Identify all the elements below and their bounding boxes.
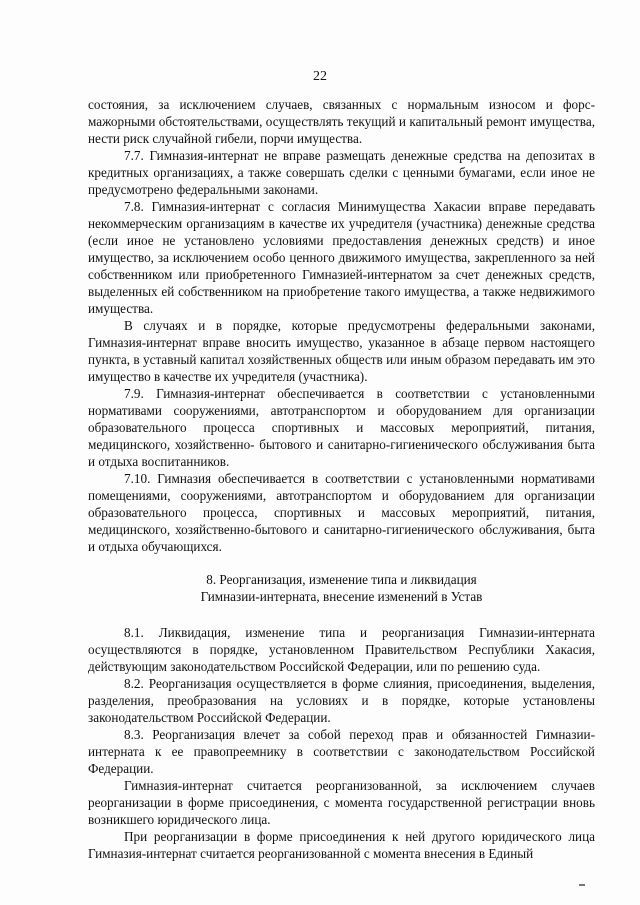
paragraph-7-8: 7.8. Гимназия-интернат с согласия Минимущества Хакасии вправе передавать некоммерческим организациям в качестве их учредителя (участника) денежные средства (если иное не установлено условиями предоставления денежных средств) и иное имущество, за исключением особо ценного движимого имущества, закрепленного за ней собственником или приобретенного Гимназией-интернатом за счет денежных средств, выделенных ей собственником на приобретение такого имущества, а также недвижимого имущества. bbox=[88, 199, 595, 316]
paragraph-7-10: 7.10. Гимназия обеспечивается в соответствии с установленными нормативами помещениями, сооружениями, автотранспортом и оборудованием для организации образовательного процесса, спортивных и массовых мероприятий, питания, медицинского, хозяйственно-бытового и санитарно-гигиенического обслуживания, быта и отдыха обучающихся. bbox=[88, 471, 595, 554]
page-number: 22 bbox=[313, 69, 327, 84]
paragraph-7-8-part2: В случаях и в порядке, которые предусмотрены федеральными законами, Гимназия-интернат вправе вносить имущество, указанное в абзаце первом настоящего пункта, в уставный капитал хозяйственных обществ или иным образом передавать им это имущество в качестве их учредителя (участника). bbox=[88, 318, 595, 384]
scan-mark bbox=[579, 884, 585, 886]
paragraph-8-3-part3: При реорганизации в форме присоединения к ней другого юридического лица Гимназия-интернат считается реорганизованной с момента внесения в Единый bbox=[88, 829, 595, 861]
paragraph-8-2: 8.2. Реорганизация осуществляется в форме слияния, присоединения, выделения, разделения, преобразования на условиях и в порядке, которые установлены законодательством Российской Федерации. bbox=[88, 676, 595, 725]
document-body bbox=[88, 96, 595, 862]
paragraph-8-3-part2: Гимназия-интернат считается реорганизованной, за исключением случаев реорганизации в форме присоединения, с момента государственной регистрации вновь возникшего юридического лица. bbox=[88, 778, 595, 827]
paragraph-continuation: состояния, за исключением случаев, связанных с нормальным износом и форс-мажорными обстоятельствами, осуществлять текущий и капитальный ремонт имущества, нести риск случайной гибели, порчи имущества. bbox=[88, 97, 595, 146]
paragraph-7-9: 7.9. Гимназия-интернат обеспечивается в соответствии с установленными нормативами сооружениями, автотранспортом и оборудованием для организации образовательного процесса спортивных и массовых мероприятий, питания, медицинского, хозяйственно- бытового и санитарно-гигиенического обслуживания быта и отдыха воспитанников. bbox=[88, 386, 595, 469]
paragraph-8-1: 8.1. Ликвидация, изменение типа и реорганизация Гимназии-интерната осуществляются в порядке, установленном Правительством Республики Хакасия, действующим законодательством Российской Федерации, или по решению суда. bbox=[88, 625, 595, 674]
section-8-heading bbox=[88, 571, 595, 605]
section-heading-line-1: 8. Реорганизация, изменение типа и ликвидация bbox=[206, 572, 477, 587]
paragraph-7-7: 7.7. Гимназия-интернат не вправе размещать денежные средства на депозитах в кредитных организациях, а также совершать сделки с ценными бумагами, если иное не предусмотрено федеральными законами. bbox=[88, 148, 595, 197]
section-heading-line-2: Гимназии-интерната, внесение изменений в Устав bbox=[200, 589, 483, 604]
paragraph-8-3: 8.3. Реорганизация влечет за собой переход прав и обязанностей Гимназии-интерната к ее правопреемнику в соответствии с законодательством Российской Федерации. bbox=[88, 727, 595, 776]
